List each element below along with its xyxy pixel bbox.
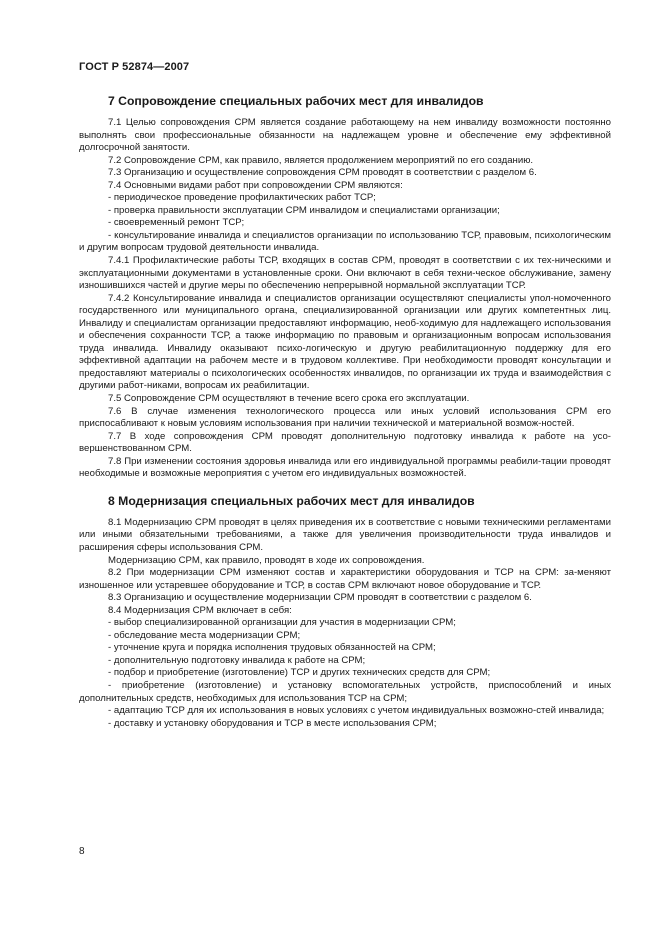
paragraph: 7.4.2 Консультирование инвалида и специалистов организации осуществляют специалисты упол-номоченного государственного или муниципального органа, специализированной организации или других компетентных лиц. Инвалиду и специалистам организации предоставляют информацию, необ-ходимую для надлежащего использования и обеспечения сохранности ТСР, а также информацию по правовым и организационным вопросам использования труда инвалида. Инвалиду оказывают психо-логическую и другую реабилитационную поддержку для его эффективной адаптации на рабочем месте и в трудовом коллективе. При необходимости проводят консультации и предоставляют материалы о психологических особенностях инвалидов, по организации их труда и взаимодействия с другими работ-никами, вопросам их реабилитации. xyxy=(79,292,611,392)
document-header: ГОСТ Р 52874—2007 xyxy=(79,61,190,73)
section-7-title: 7 Сопровождение специальных рабочих мест для инвалидов xyxy=(108,94,484,108)
paragraph: 7.4 Основными видами работ при сопровождении СРМ являются: xyxy=(108,179,403,191)
list-item: - дополнительную подготовку инвалида к работе на СРМ; xyxy=(108,654,366,666)
paragraph: 7.6 В случае изменения технологического процесса или иных условий использования СРМ его приспосабливают к новым условиям использования при наличии технической и материальной возмож-ностей. xyxy=(79,405,611,430)
section-7-body xyxy=(79,117,611,481)
paragraph: 8.4 Модернизация СРМ включает в себя: xyxy=(108,604,292,616)
paragraph: 8.2 При модернизации СРМ изменяют состав и характеристики оборудования и ТСР на СРМ: за-меняют изношенное или устаревшее оборудование и ТСР, в состав СРМ включают новое оборудование и ТСР. xyxy=(79,567,611,591)
paragraph: 7.5 Сопровождение СРМ осуществляют в течение всего срока его эксплуатации. xyxy=(108,393,470,405)
list-item: - выбор специализированной организации для участия в модернизации СРМ; xyxy=(108,617,456,629)
page-number: 8 xyxy=(79,846,85,857)
list-item: - уточнение круга и порядка исполнения трудовых обязанностей на СРМ; xyxy=(108,642,436,654)
paragraph: 8.3 Организацию и осуществление модернизации СРМ проводят в соответствии с разделом 6. xyxy=(108,592,532,604)
list-item: - адаптацию ТСР для их использования в новых условиях с учетом индивидуальных возможно-стей инвалида; xyxy=(108,705,605,717)
paragraph: 7.1 Целью сопровождения СРМ является создание работающему на нем инвалиду возможности постоянно выполнять свои профессиональные обязанности на надлежащем уровне и обеспечение ему эффективной долгосрочной занятости. xyxy=(79,117,611,154)
paragraph: 8.1 Модернизацию СРМ проводят в целях приведения их в соответствие с новыми техническими регламентами или иными обязательными требованиями, а также для увеличения производительности труда инвалидов и расширения сферы использования СРМ. xyxy=(79,516,611,553)
list-item: - проверка правильности эксплуатации СРМ инвалидом и специалистами организации; xyxy=(108,204,500,216)
list-item: - обследование места модернизации СРМ; xyxy=(108,629,301,641)
paragraph: 7.7 В ходе сопровождения СРМ проводят дополнительную подготовку инвалида к работе на усо-вершенствованном СРМ. xyxy=(79,430,611,455)
paragraph: Модернизацию СРМ, как правило, проводят в ходе их сопровождения. xyxy=(108,554,425,566)
list-item: - консультирование инвалида и специалистов организации по использованию ТСР, правовым, психологическим и другим вопросам трудовой деятельности инвалида. xyxy=(79,229,611,254)
section-8-body xyxy=(79,517,611,730)
list-item: - доставку и установку оборудования и ТСР в месте использования СРМ; xyxy=(108,717,437,729)
list-item: - приобретение (изготовление) и установку вспомогательных устройств, приспособлений и иных дополнительных средств, необходимых для использования ТСР на СРМ; xyxy=(79,679,611,704)
list-item: - своевременный ремонт ТСР; xyxy=(108,217,245,229)
list-item: - периодическое проведение профилактических работ ТСР; xyxy=(108,192,376,204)
list-item: - подбор и приобретение (изготовление) ТСР и других технических средств для СРМ; xyxy=(108,667,491,679)
document-body xyxy=(79,93,611,730)
paragraph: 7.3 Организацию и осуществление сопровождения СРМ проводят в соответствии с разделом 6. xyxy=(108,167,537,179)
paragraph: 7.4.1 Профилактические работы ТСР, входящих в состав СРМ, проводят в соответствии с их тех-ническими и эксплуатационными документами в установленные сроки. Они включают в себя техни-ческое обслуживание, замену изношившихся частей и другие меры по обеспечению непрерывной нормальной эксплуатации ТСР. xyxy=(79,255,611,292)
section-8-title: 8 Модернизация специальных рабочих мест для инвалидов xyxy=(108,493,475,508)
paragraph: 7.8 При изменении состояния здоровья инвалида или его индивидуальной программы реабили-тации проводят необходимые и возможные мероприятия с учетом его индивидуальных возможностей. xyxy=(79,455,611,480)
paragraph: 7.2 Сопровождение СРМ, как правило, является продолжением мероприятий по его созданию. xyxy=(108,154,534,166)
